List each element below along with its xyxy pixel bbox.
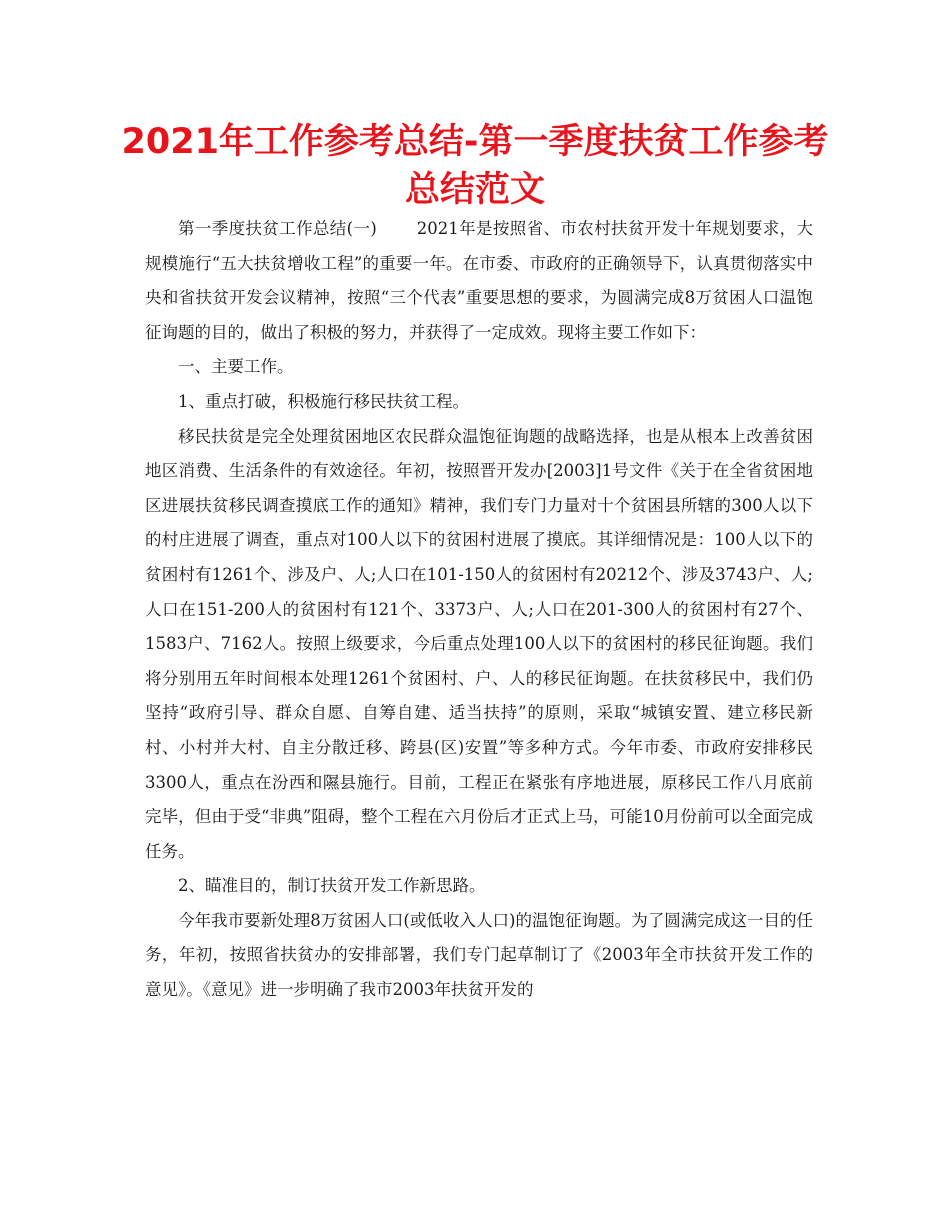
section-heading-main-work: 一、主要工作。 [178, 357, 294, 377]
subsection-heading-1: 1、重点打破，积极施行移民扶贫工程。 [178, 391, 469, 411]
document-title: 2021年工作参考总结-第一季度扶贫工作参考总结范文 [121, 122, 829, 210]
intro-label: 第一季度扶贫工作总结(一) [178, 219, 377, 238]
paragraph-intro [145, 212, 813, 350]
paragraph-text: 2021年是按照省、市农村扶贫开发十年规划要求，大规模施行“五大扶贫增收工程”的重要一年。在市委、市政府的正确领导下，认真贯彻落实中央和省扶贫开发会议精神，按照“三个代表”重要思想的要求，为圆满完成8万贫困人口温饱征询题的目的，做出了积极的努力，并获得了一定成效。现将主要工作如下： [145, 219, 814, 342]
paragraph-new-ideas: 今年我市要新处理8万贫困人口(或低收入人口)的温饱征询题。为了圆满完成这一目的任务，年初，按照省扶贫办的安排部署，我们专门起草制订了《2003年全市扶贫开发工作的意见》。《意见》进一步明确了我市2003年扶贫开发的 [145, 910, 813, 1000]
document-body [145, 212, 813, 1008]
subsection-heading-2: 2、瞄准目的，制订扶贫开发工作新思路。 [178, 876, 486, 896]
paragraph-migration: 移民扶贫是完全处理贫困地区农民群众温饱征询题的战略选择，也是从根本上改善贫困地区消费、生活条件的有效途径。年初，按照晋开发办[2003]1号文件《关于在全省贫困地区进展扶贫移民调查摸底工作的通知》精神，我们专门力量对十个贫困县所辖的300人以下的村庄进展了调查，重点对100人以下的贫困村进展了摸底。其详细情况是：100人以下的贫困村有1261个、涉及户、人;人口在101-150人的贫困村有20212个、涉及3743户、人;人口在151-200人的贫困村有121个、3373户、人;人口在201-300人的贫困村有27个、1583户、7162人。按照上级要求，今后重点处理100人以下的贫困村的移民征询题。我们将分别用五年时间根本处理1261个贫困村、户、人的移民征询题。在扶贫移民中，我们仍坚持“政府引导、群众自愿、自筹自建、适当扶持”的原则，采取“城镇安置、建立移民新村、小村并大村、自主分散迁移、跨县(区)安置”等多种方式。今年市委、市政府安排移民3300人，重点在汾西和隰县施行。目前，工程正在紧张有序地进展，原移民工作八月底前完毕，但由于受“非典”阻碍，整个工程在六月份后才正式上马，可能10月份前可以全面完成任务。 [145, 426, 813, 861]
